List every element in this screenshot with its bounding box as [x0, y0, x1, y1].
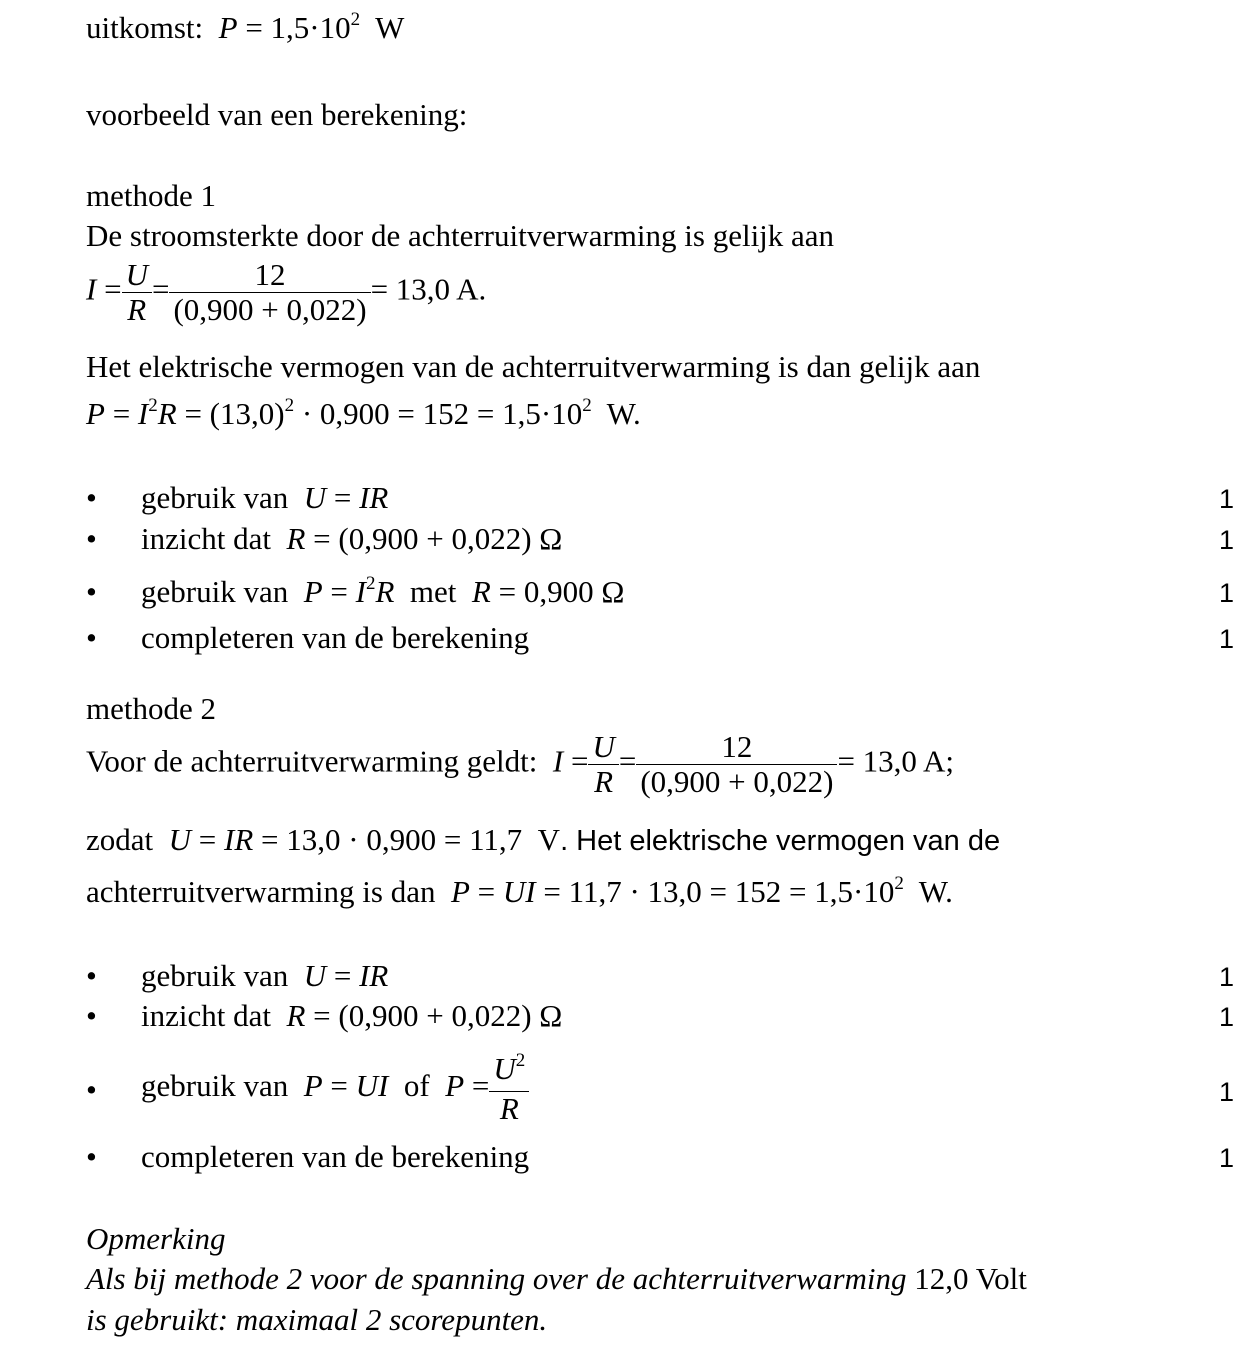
method2-line2: zodat U = IR = 13,0 · 0,900 = 11,7 V. Het elektrische vermogen van de: [86, 822, 1001, 857]
fraction-u2-over-r: $\frac{U^2}{R}$: [489, 1052, 529, 1126]
bullet-icon: •: [86, 1139, 97, 1174]
example-heading: voorbeeld van een berekening:: [86, 97, 468, 132]
remark-line2: is gebruikt: maximaal 2 scorepunten.: [86, 1302, 548, 1337]
method2-title: methode 2: [86, 691, 216, 726]
method2-current-formula: Voor de achterruitverwarming geldt: I = $\frac{U}{R}$ = $\frac{12}{(0,900 + 0,022)}$ = 13,0 A;: [86, 729, 954, 799]
current-result: = 13,0 A.: [370, 271, 487, 307]
bullet-icon: •: [86, 480, 97, 515]
method1-criterion-4-points: 1: [1218, 624, 1234, 654]
method1-criterion-1-points: 1: [1218, 484, 1234, 514]
current-result: = 13,0 A;: [837, 743, 954, 779]
method1-power-intro: Het elektrische vermogen van de achterruitverwarming is dan gelijk aan: [86, 349, 981, 384]
method2-criterion-1-points: 1: [1218, 962, 1234, 992]
fraction-u-over-r: $\frac{U}{R}$: [588, 730, 618, 799]
fraction-12-over-r-total: $\frac{12}{(0,900 + 0,022)}$: [636, 730, 837, 799]
method2-criterion-4-points: 1: [1218, 1143, 1234, 1173]
fraction-u-over-r: $\frac{U}{R}$: [122, 258, 152, 327]
outcome-line: [86, 8, 404, 53]
method1-criterion-2-points: 1: [1218, 525, 1234, 555]
method2-criterion-2-points: 1: [1218, 1002, 1234, 1032]
method1-intro: De stroomsterkte door de achterruitverwarming is gelijk aan: [86, 218, 835, 253]
outcome-formula: $P = 1,5\cdot 10^2$ W: [218, 9, 405, 45]
method2-criterion-3-points: 1: [1218, 1077, 1234, 1107]
remark-line1: Als bij methode 2 voor de spanning over de achterruitverwarming 12,0 Volt: [86, 1261, 1027, 1296]
method1-current-formula: I = $\frac{U}{R}$ = $\frac{12}{(0,900 + 0,022)}$ = 13,0 A.: [86, 257, 487, 327]
bullet-icon: •: [86, 521, 97, 556]
method2-intro: Voor de achterruitverwarming geldt:: [86, 743, 538, 779]
method1-criterion-3-points: 1: [1218, 578, 1234, 608]
outcome-label: uitkomst:: [86, 10, 204, 45]
method1-title: methode 1: [86, 178, 216, 213]
bullet-icon: •: [86, 620, 97, 655]
method2-line3: achterruitverwarming is dan P = UI = $11,7 \cdot 13,0 = 152 = 1,5\cdot 10^2$ W.: [86, 873, 953, 909]
bullet-icon: •: [86, 1072, 97, 1107]
fraction-12-over-r-total: $\frac{12}{(0,900 + 0,022)}$: [169, 258, 370, 327]
bullet-icon: •: [86, 998, 97, 1033]
bullet-icon: •: [86, 958, 97, 993]
bullet-icon: •: [86, 574, 97, 609]
method1-power-formula: $P = I^2R = (13,0)^2 \cdot 0,900 = 152 = 1,5\cdot 10^2$ W.: [86, 395, 641, 431]
remark-title: Opmerking: [86, 1221, 226, 1256]
